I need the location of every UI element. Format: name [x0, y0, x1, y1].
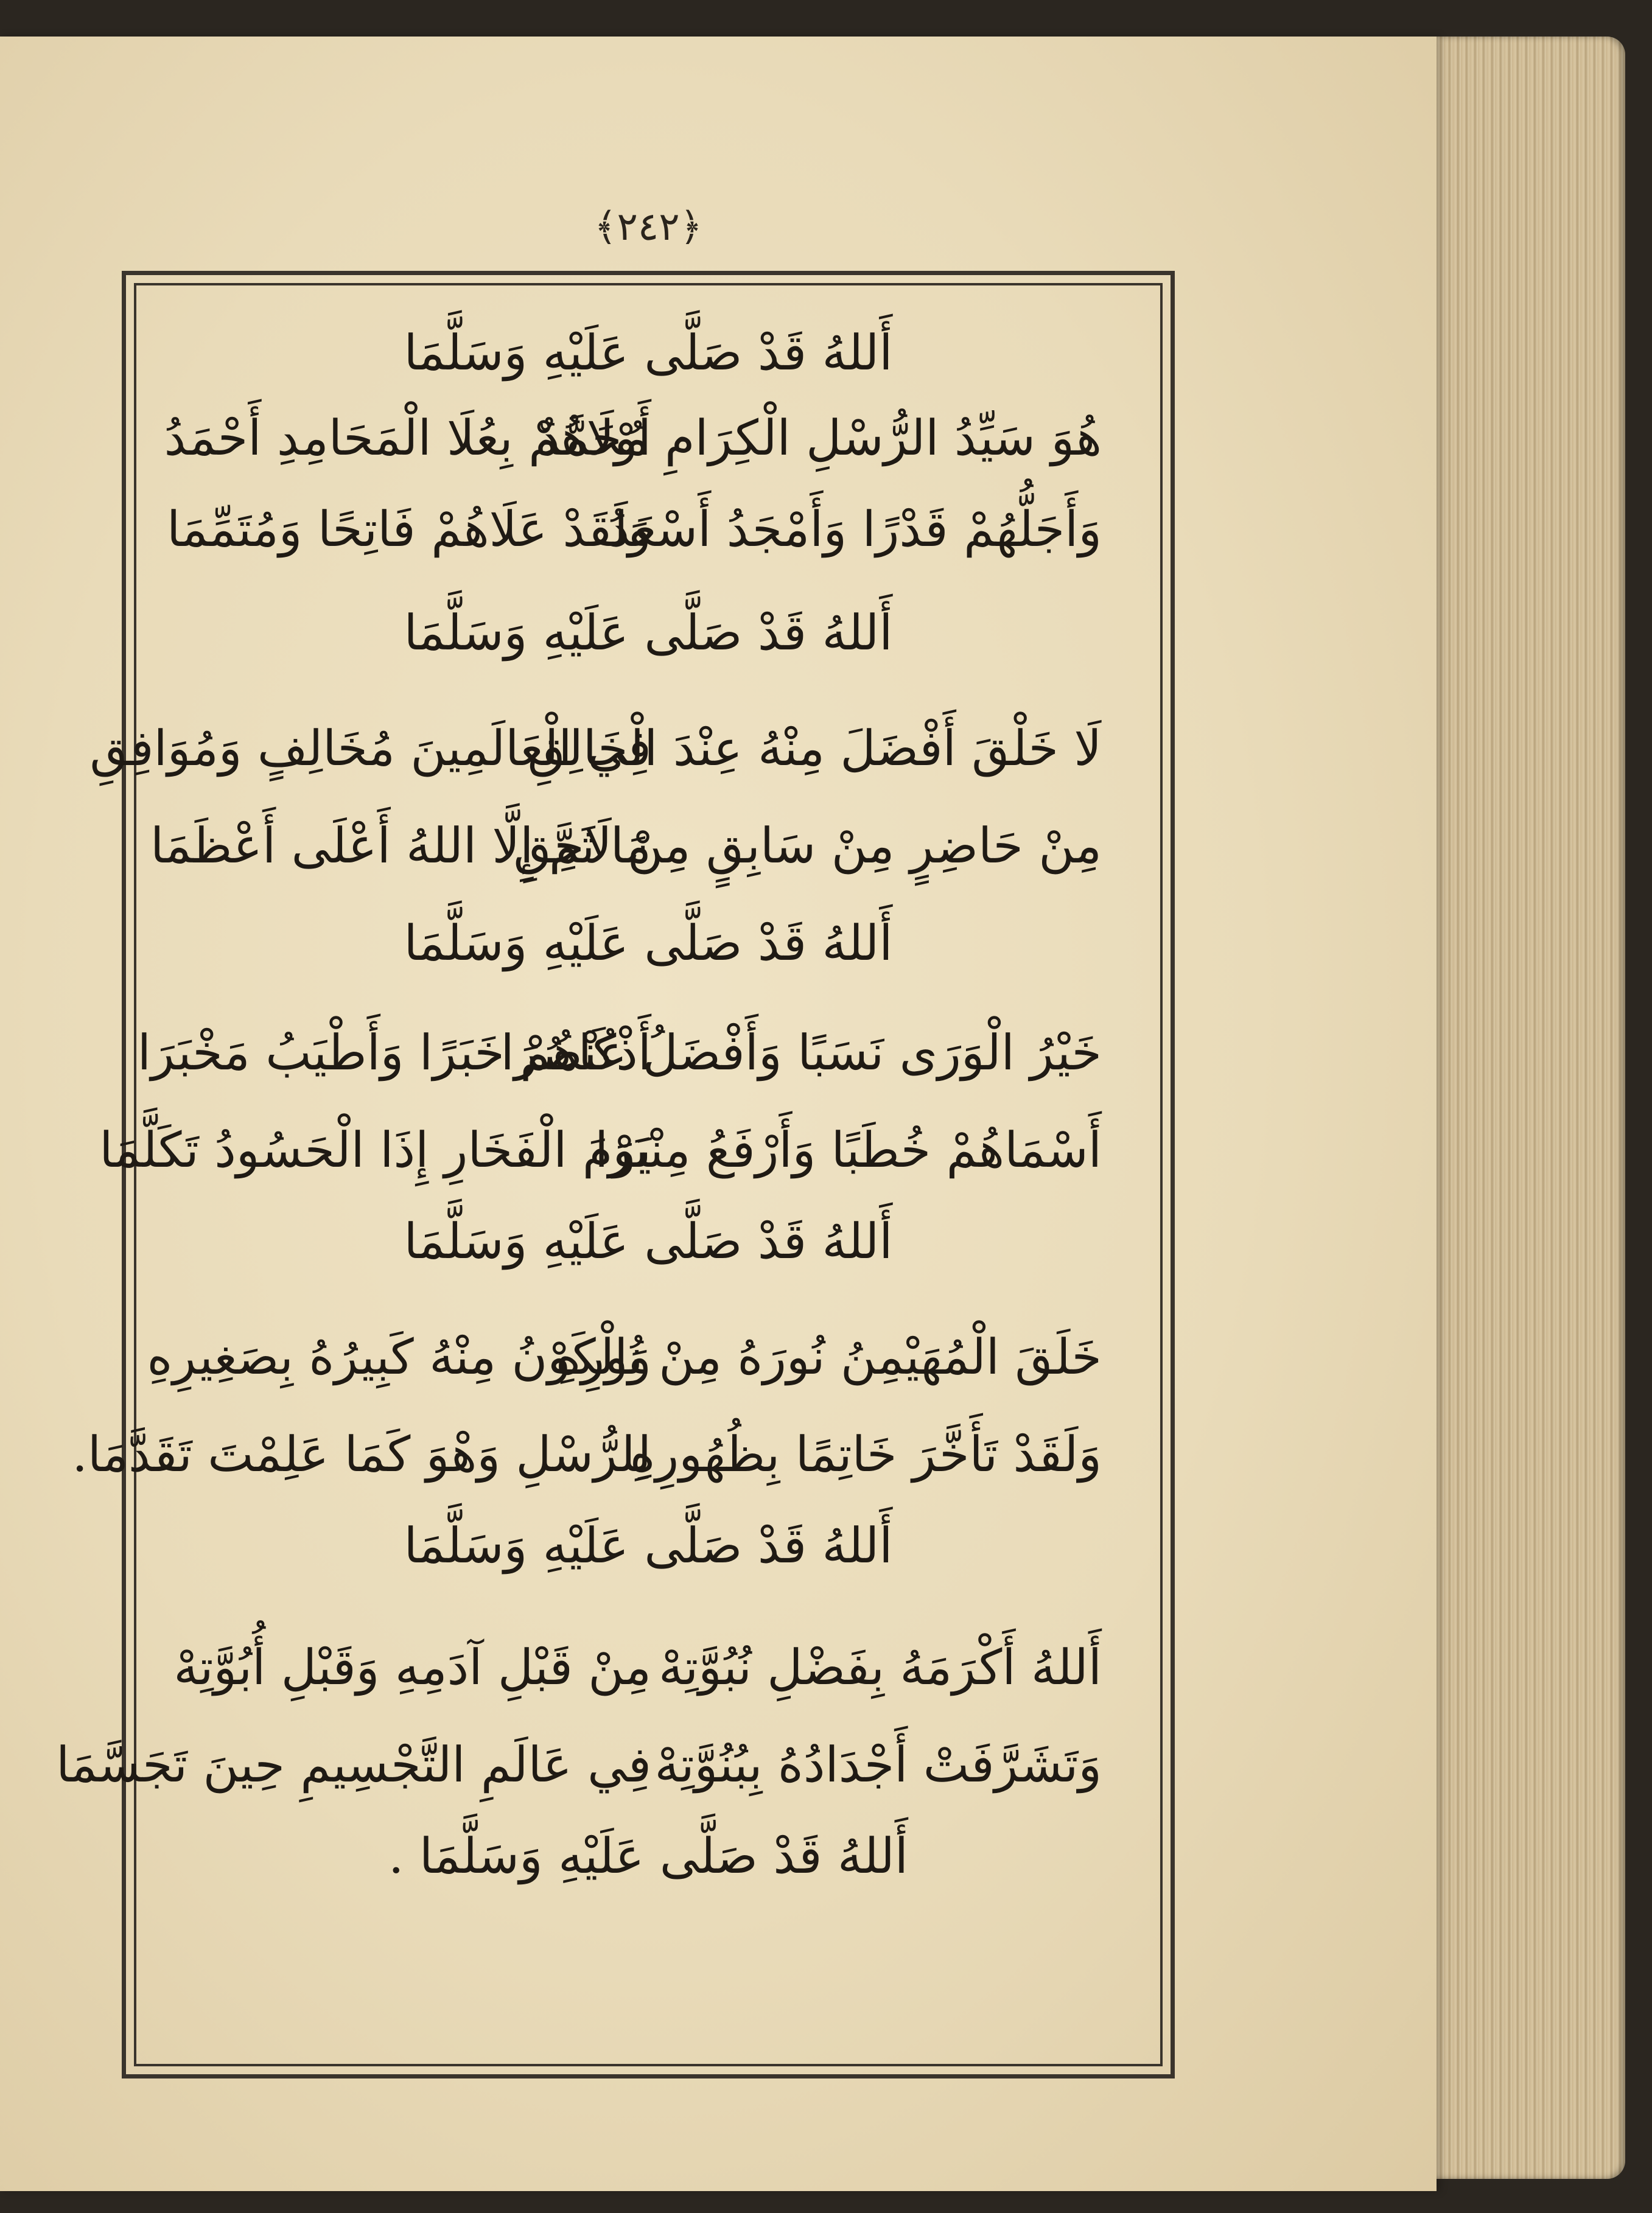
verse-row	[56, 1722, 1138, 1808]
verse-row	[89, 706, 1138, 791]
verse-first-hemistich: خَلَقَ الْمُهَيْمِنُ نُورَهُ مِنْ نُورِهِ	[555, 1329, 1102, 1385]
verse-row	[72, 1412, 1138, 1497]
page-number: ﴿٢٤٢﴾	[593, 205, 703, 250]
verse-row	[99, 1108, 1138, 1193]
verse-row	[158, 487, 1138, 572]
verse-first-hemistich: وَلَقَدْ تَأَخَّرَ خَاتِمًا بِظُهُورِهِ	[629, 1426, 1102, 1483]
verse-second-hemistich: لِلرُّسْلِ وَهْوَ كَمَا عَلِمْتَ تَقَدَّمَا.	[72, 1426, 651, 1483]
refrain-line: أَللهُ قَدْ صَلَّى عَلَيْهِ وَسَلَّمَا	[404, 604, 893, 661]
verse-second-hemistich: فِي الْعَالَمِينَ مُخَالِفٍ وَمُوَافِقِ	[89, 720, 651, 777]
verse-second-hemistich: وَالْكَوْنُ مِنْهُ كَبِيرُهُ بِصَغِيرِهِ	[147, 1329, 651, 1385]
verse-second-hemistich: يَوْمَ الْفَخَارِ إِذَا الْحَسُودُ تَكَلَّمَا	[99, 1122, 651, 1178]
verse-second-hemistich: مَا ثَمَّ إِلَّا اللهُ أَعْلَى أَعْظَمَا	[150, 817, 651, 874]
refrain-line: أَللهُ قَدْ صَلَّى عَلَيْهِ وَسَلَّمَا	[404, 915, 893, 971]
refrain-line: أَللهُ قَدْ صَلَّى عَلَيْهِ وَسَلَّمَا	[404, 1213, 893, 1270]
verse-row	[158, 1625, 1138, 1710]
verse-second-hemistich: أَذْكَاهُمْ خَبَرًا وَأَطْيَبُ مَخْبَرَا	[137, 1024, 651, 1081]
refrain-line: أَللهُ قَدْ صَلَّى عَلَيْهِ وَسَلَّمَا .	[388, 1828, 908, 1884]
verse-first-hemistich: أَسْمَاهُمْ خُطَبًا وَأَرْفَعُ مِنْبَرَا	[594, 1122, 1102, 1178]
verse-row	[150, 803, 1138, 889]
refrain-line: أَللهُ قَدْ صَلَّى عَلَيْهِ وَسَلَّمَا	[404, 1517, 893, 1574]
verse-second-hemistich: وَلَقَدْ عَلَاهُمْ فَاتِحًا وَمُتَمِّمَا	[166, 501, 651, 558]
verse-second-hemistich: فِي عَالَمِ التَّجْسِيمِ حِينَ تَجَسَّمَا	[56, 1736, 651, 1793]
verse-first-hemistich: وَأَجَلُّهُمْ قَدْرًا وَأَمْجَدُ أَسْعَدُ	[607, 501, 1102, 558]
refrain-line: أَللهُ قَدْ صَلَّى عَلَيْهِ وَسَلَّمَا	[404, 324, 893, 381]
verse-first-hemistich: أَللهُ أَكْرَمَهُ بِفَضْلِ نُبُوَّتِهْ	[658, 1639, 1102, 1696]
book-page-edges	[1418, 37, 1625, 2179]
verse-row	[158, 396, 1138, 481]
book-page	[0, 37, 1437, 2191]
verse-first-hemistich: خَيْرُ الْوَرَى نَسَبًا وَأَفْضَلُ عُنْصُرَا	[500, 1024, 1102, 1081]
poem-content	[56, 304, 1138, 2045]
verse-row	[137, 1010, 1138, 1096]
verse-first-hemistich: لَا خَلْقَ أَفْضَلَ مِنْهُ عِنْدَ الْخَالِقِ	[527, 720, 1102, 777]
verse-first-hemistich: هُوَ سَيِّدُ الرُّسْلِ الْكِرَامِ مُحَمَّدٌ	[537, 410, 1102, 466]
verse-second-hemistich: أَوْلَاهُمْ بِعُلَا الْمَحَامِدِ أَحْمَدُ	[164, 410, 651, 466]
verse-second-hemistich: مِنْ قَبْلِ آدَمِهِ وَقَبْلِ أُبُوَّتِهْ	[173, 1639, 651, 1696]
verse-first-hemistich: مِنْ حَاضِرٍ مِنْ سَابِقٍ مِنْ لَاحِقِ	[513, 817, 1102, 874]
verse-row	[147, 1315, 1138, 1400]
verse-first-hemistich: وَتَشَرَّفَتْ أَجْدَادُهُ بِبُنُوَّتِهْ	[654, 1736, 1102, 1793]
